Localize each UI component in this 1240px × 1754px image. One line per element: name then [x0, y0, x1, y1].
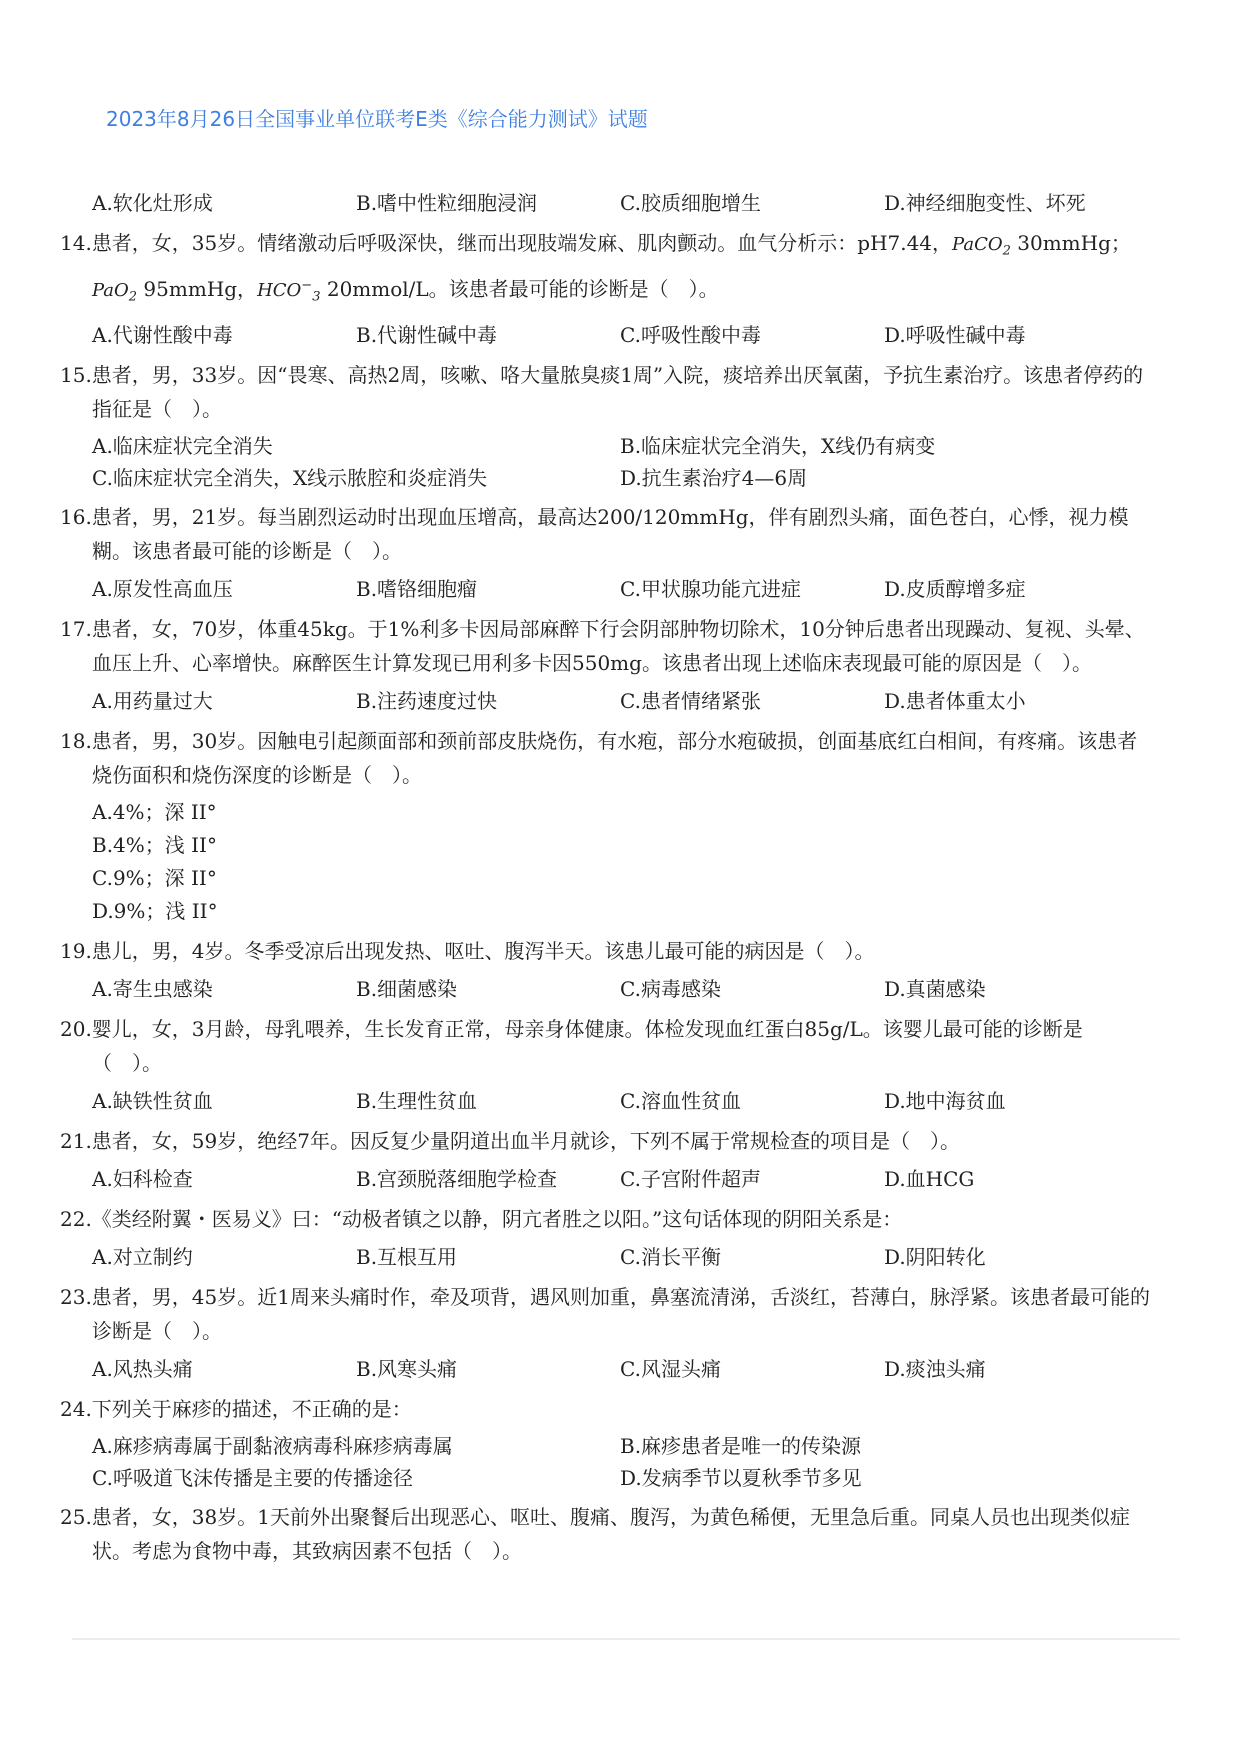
- option-d: D.发病季节以夏秋季节多见: [620, 1466, 862, 1491]
- question-options: [60, 572, 1150, 606]
- option-d: D.痰浊头痛: [884, 1357, 986, 1382]
- document-title: 2023年8月26日全国事业单位联考E类《综合能力测试》试题: [106, 107, 648, 131]
- option-b: B.宫颈脱落细胞学检查: [356, 1167, 558, 1192]
- option-a: A.软化灶形成: [92, 191, 213, 215]
- question-options: [60, 430, 1150, 494]
- option-b: B.风寒头痛: [356, 1357, 458, 1382]
- question-25: [60, 1500, 1150, 1568]
- question-stem: 16.患者，男，21岁。每当剧烈运动时出现血压增高，最高达200/120mmHg，伴有剧烈头痛，面色苍白，心悸，视力模糊。该患者最可能的诊断是（ ）。: [60, 505, 1129, 564]
- option-b: B.嗜中性粒细胞浸润: [356, 191, 538, 215]
- question-options: [60, 1240, 1150, 1274]
- option-a: A.麻疹病毒属于副黏液病毒科麻疹病毒属: [92, 1434, 453, 1459]
- option-b: B.临床症状完全消失，X线仍有病变: [620, 434, 936, 459]
- question-options: [60, 1162, 1150, 1196]
- option-d: D.真菌感染: [884, 977, 986, 1002]
- option-d: D.9%；浅 II°: [92, 899, 218, 924]
- question-23: [60, 1280, 1150, 1386]
- paco2-formula: PaCO$_2$: [952, 234, 1011, 259]
- question-options: [60, 796, 1150, 928]
- option-c: C.甲状腺功能亢进症: [620, 577, 801, 602]
- option-a: A.对立制约: [92, 1245, 193, 1270]
- question-14: [60, 226, 1150, 352]
- option-c: C.风湿头痛: [620, 1357, 721, 1382]
- option-b: B.细菌感染: [356, 977, 458, 1002]
- question-options: [60, 972, 1150, 1006]
- question-stem: 23.患者，男，45岁。近1周来头痛时作，牵及项背，遇风则加重，鼻塞流清涕，舌淡红，苔薄白，脉浮紧。该患者最可能的诊断是（ ）。: [60, 1285, 1150, 1344]
- option-a: A.代谢性酸中毒: [92, 323, 233, 348]
- question-stem: 24.下列关于麻疹的描述，不正确的是：: [60, 1397, 412, 1422]
- stem-text: 患者，女，35岁。情绪激动后呼吸深快，继而出现肢端发麻、肌肉颤动。血气分析示：pH7.44，: [91, 231, 953, 255]
- question-17: [60, 612, 1150, 718]
- stem-text: 95mmHg，: [137, 276, 258, 301]
- option-a: A.用药量过大: [92, 689, 213, 714]
- stem-text: 30mmHg；: [1010, 231, 1131, 255]
- question-options: [60, 684, 1150, 718]
- option-c: C.病毒感染: [620, 977, 721, 1002]
- option-c: C.子宫附件超声: [620, 1167, 761, 1192]
- question-stem: [60, 226, 1150, 314]
- option-c: C.9%；深 II°: [92, 866, 217, 891]
- option-b: B.互根互用: [356, 1245, 458, 1270]
- question-20: [60, 1012, 1150, 1118]
- question-list: [60, 186, 1150, 1568]
- option-b: B.嗜铬细胞瘤: [356, 577, 478, 602]
- pao2-formula: PaO$_2$: [92, 279, 138, 305]
- question-21: [60, 1124, 1150, 1196]
- question-stem: 19.患儿，男，4岁。冬季受凉后出现发热、呕吐、腹泻半天。该患儿最可能的病因是（ ）。: [60, 939, 875, 964]
- question-18: [60, 724, 1150, 928]
- option-d: D.地中海贫血: [884, 1089, 1006, 1114]
- question-stem: 18.患者，男，30岁。因触电引起颜面部和颈前部皮肤烧伤，有水疱，部分水疱破损，创面基底红白相间，有疼痛。该患者烧伤面积和烧伤深度的诊断是（ ）。: [60, 729, 1138, 788]
- stem-text: 20mmol/L。该患者最可能的诊断是（ ）。: [320, 276, 719, 301]
- option-b: B.注药速度过快: [356, 689, 498, 714]
- option-c: C.溶血性贫血: [620, 1089, 741, 1114]
- option-d: D.抗生素治疗4—6周: [620, 466, 808, 491]
- option-c: C.胶质细胞增生: [620, 191, 761, 215]
- option-d: D.皮质醇增多症: [884, 577, 1026, 602]
- question-options: [60, 1084, 1150, 1118]
- hco3-formula: $HCO^-_3$: [257, 277, 321, 305]
- question-stem: 15.患者，男，33岁。因“畏寒、高热2周，咳嗽、咯大量脓臭痰1周”入院，痰培养出厌氧菌，予抗生素治疗。该患者停药的指征是（ ）。: [60, 363, 1144, 422]
- option-b: B.生理性贫血: [356, 1089, 478, 1114]
- question-stem: 25.患者，女，38岁。1天前外出聚餐后出现恶心、呕吐、腹痛、腹泻，为黄色稀便，无里急后重。同桌人员也出现类似症状。考虑为食物中毒，其致病因素不包括（ ）。: [60, 1505, 1130, 1564]
- option-b: B.麻疹患者是唯一的传染源: [620, 1434, 862, 1459]
- question-16: [60, 500, 1150, 606]
- option-c: C.临床症状完全消失，X线示脓腔和炎症消失: [92, 466, 488, 491]
- option-d: D.患者体重太小: [884, 689, 1026, 714]
- question-options: [60, 318, 1150, 352]
- prev-question-options: [60, 186, 1150, 220]
- page-divider: [72, 1638, 1180, 1640]
- option-c: C.呼吸性酸中毒: [620, 323, 761, 348]
- option-a: A.临床症状完全消失: [92, 434, 273, 459]
- question-stem: 22.《类经附翼・医易义》曰：“动极者镇之以静，阴亢者胜之以阳。”这句话体现的阴阳关系是：: [60, 1207, 903, 1232]
- option-d: D.呼吸性碱中毒: [884, 323, 1026, 348]
- option-c: C.患者情绪紧张: [620, 689, 761, 714]
- option-c: C.呼吸道飞沫传播是主要的传播途径: [92, 1466, 413, 1491]
- question-stem: 20.婴儿，女，3月龄，母乳喂养，生长发育正常，母亲身体健康。体检发现血红蛋白85g/L。该婴儿最可能的诊断是（ ）。: [60, 1017, 1083, 1076]
- question-stem: 21.患者，女，59岁，绝经7年。因反复少量阴道出血半月就诊，下列不属于常规检查的项目是（ ）。: [60, 1129, 960, 1154]
- option-b: B.代谢性碱中毒: [356, 323, 498, 348]
- question-number: 14.: [60, 231, 92, 255]
- option-a: A.原发性高血压: [92, 577, 233, 602]
- option-a: A.寄生虫感染: [92, 977, 213, 1002]
- option-a: A.妇科检查: [92, 1167, 193, 1192]
- option-a: A.4%；深 II°: [92, 800, 217, 825]
- question-stem: 17.患者，女，70岁，体重45kg。于1%利多卡因局部麻醉下行会阴部肿物切除术，10分钟后患者出现躁动、复视、头晕、血压上升、心率增快。麻醉医生计算发现已用利多卡因550mg。该患者出现上述临床表现最可能的原因是（ ）。: [60, 617, 1145, 676]
- question-options: [60, 1352, 1150, 1386]
- question-15: [60, 358, 1150, 494]
- option-d: D.神经细胞变性、坏死: [884, 191, 1086, 215]
- question-24: [60, 1392, 1150, 1494]
- option-c: C.消长平衡: [620, 1245, 721, 1270]
- option-a: A.风热头痛: [92, 1357, 193, 1382]
- option-d: D.血HCG: [884, 1167, 975, 1192]
- option-d: D.阴阳转化: [884, 1245, 986, 1270]
- question-22: [60, 1202, 1150, 1274]
- option-b: B.4%；浅 II°: [92, 833, 217, 858]
- question-options: [60, 1430, 1150, 1494]
- option-a: A.缺铁性贫血: [92, 1089, 213, 1114]
- question-19: [60, 934, 1150, 1006]
